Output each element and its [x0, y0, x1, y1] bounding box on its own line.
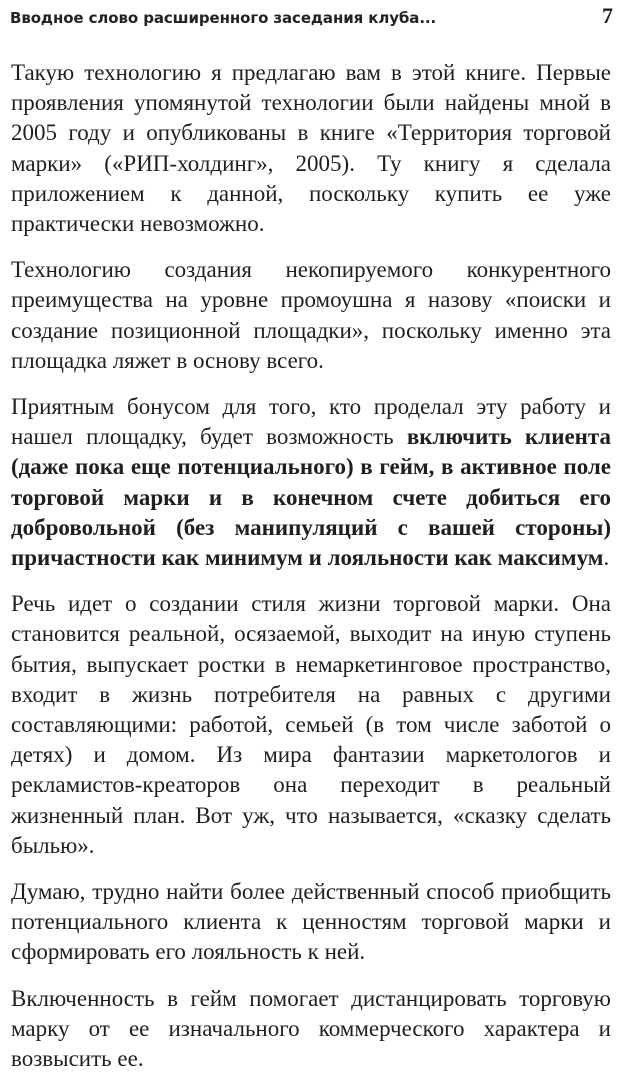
- paragraph-2: Технологию создания некопируемого конкурентного преимущества на уровне промоушна я назову «поиски и создание позиционной площадки», поскольку именно эта площадка ляжет в основу всего.: [11, 257, 611, 373]
- paragraph-6: Включенность в гейм помогает дистанцировать торговую марку от ее изначального коммерческого характера и возвысить ее.: [11, 985, 611, 1072]
- paragraph-3-bold: включить клиента (даже пока еще потенциального) в гейм, в активное поле торговой марки и в конечном счете добиться его добровольной (без манипуляций с вашей стороны) причастности как минимум и лояльности как максимум: [11, 424, 611, 571]
- page-number: 7: [602, 3, 613, 28]
- paragraph-1: Такую технологию я предлагаю вам в этой книге. Первые проявления упомянутой технологии были найдены мной в 2005 году и опубликованы в книге «Территория торговой марки» («РИП-холдинг», 2005). Ту книгу я сделала приложением к данной, поскольку купить ее уже практически невозможно.: [11, 60, 611, 237]
- paragraph-4: Речь идет о создании стиля жизни торговой марки. Она становится реальной, осязаемой, выходит на иную ступень бытия, выпускает ростки в немаркетинговое пространство, входит в жизнь потребителя на равных с другими составляющими: работой, семьей (в том числе заботой о детях) и домом. Из мира фантазии маркетологов и рекламистов-креаторов она переходит в реальный жизненный план. Вот уж, что называется, «сказку сделать былью».: [11, 591, 611, 858]
- running-title: Вводное слово расширенного заседания клуба...: [10, 9, 437, 27]
- paragraph-3-start: Приятным бонусом для того, кто проделал эту работу и нашел площадку, будет возможность: [11, 394, 611, 450]
- body-text: [11, 58, 611, 1090]
- paragraph-3: [11, 392, 611, 573]
- paragraph-3-end: .: [603, 545, 610, 571]
- running-head: [10, 3, 613, 30]
- paragraph-5: Думаю, трудно найти более действенный способ приобщить потенциального клиента к ценностям торговой марки и сформировать его лояльность к ней.: [11, 879, 611, 965]
